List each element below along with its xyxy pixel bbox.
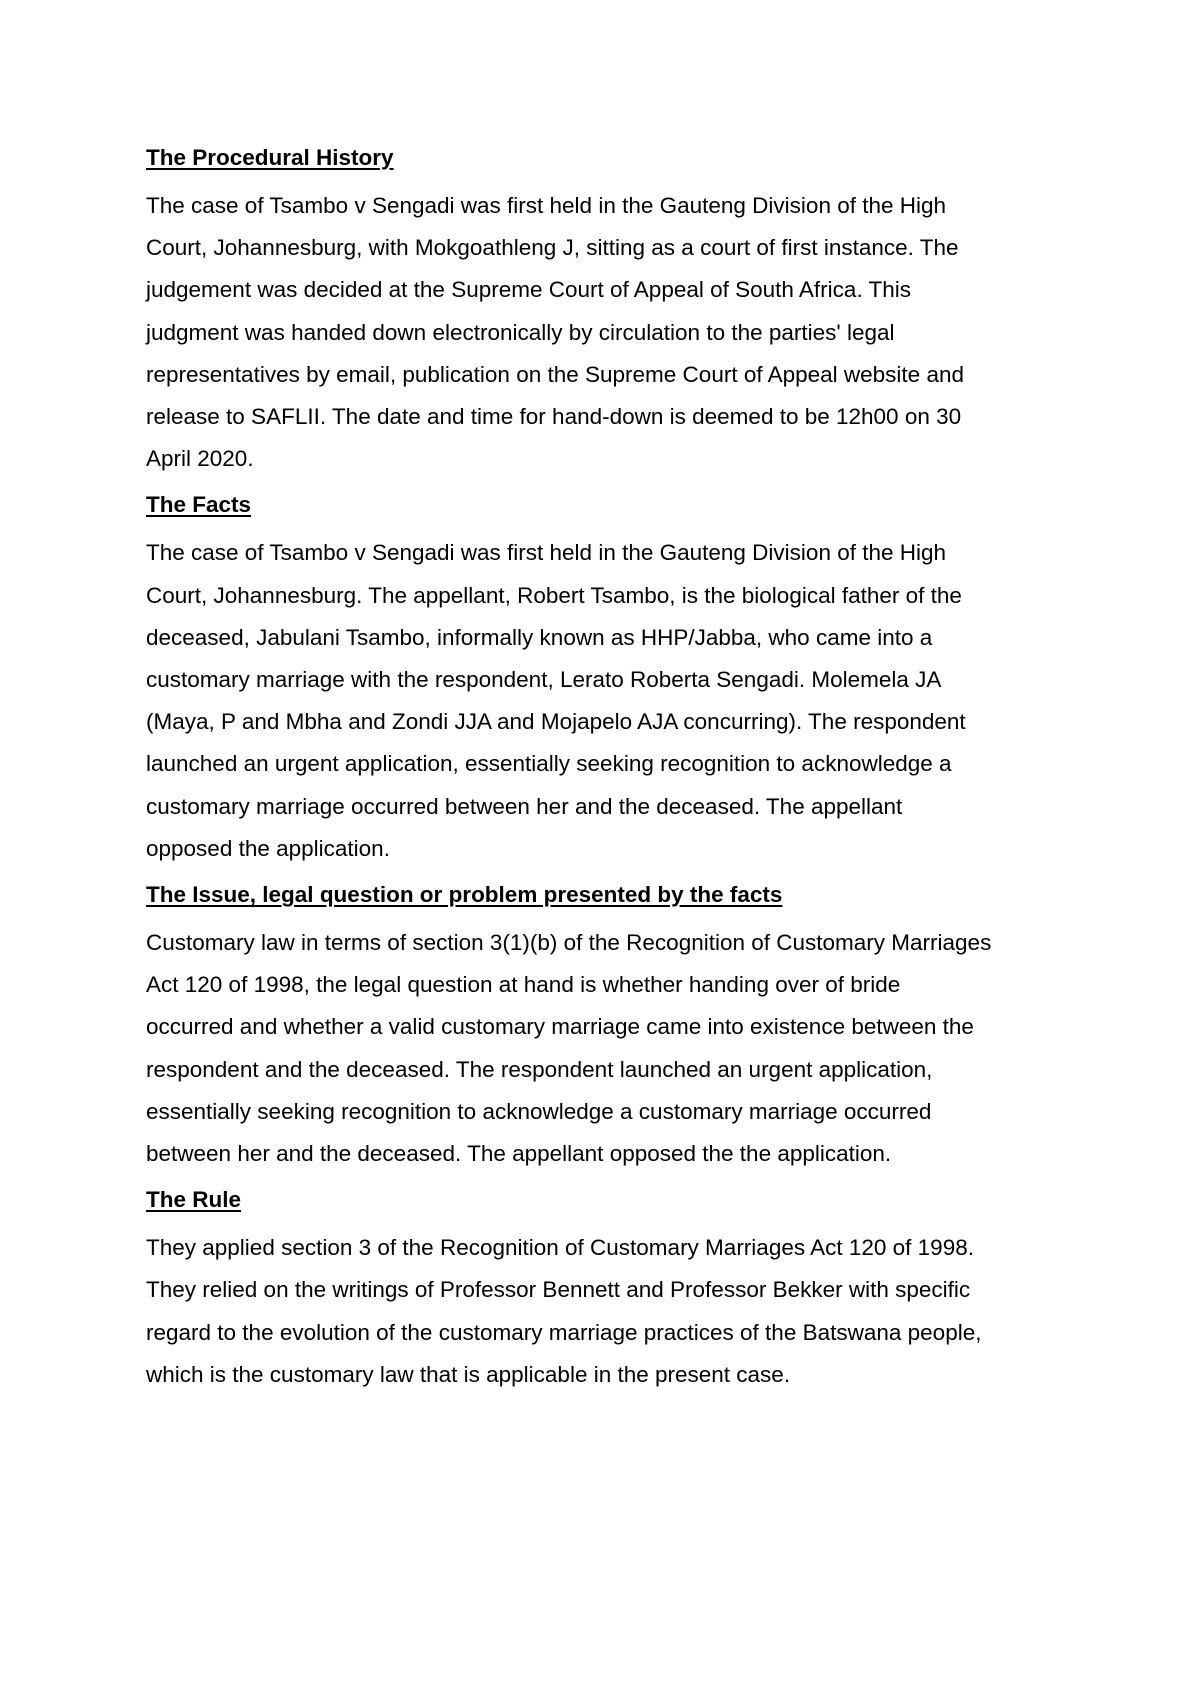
- section-heading: The Rule: [146, 1187, 242, 1213]
- body-line: The case of Tsambo v Sengadi was first held in the Gauteng Division of the High: [146, 193, 947, 218]
- body-line: occurred and whether a valid customary marriage came into existence between the: [146, 1014, 974, 1040]
- section-issue: [146, 879, 1076, 1175]
- body-line: Customary law in terms of section 3(1)(b) of the Recognition of Customary Marriages: [146, 930, 992, 956]
- body-line: regard to the evolution of the customary marriage practices of the Batswana people,: [146, 1319, 982, 1345]
- section-facts: [146, 489, 1076, 870]
- body-line: They applied section 3 of the Recognition of Customary Marriages Act 120 of 1998.: [146, 1235, 974, 1261]
- document-content: [146, 142, 1076, 1405]
- body-line: judgement was decided at the Supreme Court of Appeal of South Africa. This: [146, 277, 912, 303]
- section-body: [146, 922, 1076, 1175]
- body-line: respondent and the deceased. The respondent launched an urgent application,: [146, 1056, 933, 1082]
- body-line: The case of Tsambo v Sengadi was first held in the Gauteng Division of the High: [146, 540, 947, 566]
- section-heading: The Facts: [146, 492, 252, 518]
- body-line: deceased, Jabulani Tsambo, informally known as HHP/Jabba, who came into a: [146, 624, 933, 650]
- section-heading: The Issue, legal question or problem presented by the facts: [146, 882, 783, 908]
- body-line: representatives by email, publication on the Supreme Court of Appeal website and: [146, 361, 964, 387]
- body-line: opposed the application.: [146, 835, 390, 861]
- section-procedural-history: [146, 142, 1076, 480]
- body-line: essentially seeking recognition to acknowledge a customary marriage occurred: [146, 1098, 932, 1124]
- section-heading: The Procedural History: [146, 145, 394, 170]
- body-line: judgment was handed down electronically by circulation to the parties' legal: [146, 319, 895, 345]
- body-line: Court, Johannesburg. The appellant, Robert Tsambo, is the biological father of the: [146, 582, 962, 608]
- body-line: customary marriage occurred between her and the deceased. The appellant: [146, 793, 903, 819]
- body-line: They relied on the writings of Professor Bennett and Professor Bekker with specific: [146, 1277, 971, 1303]
- body-line: release to SAFLII. The date and time for hand-down is deemed to be 12h00 on 30: [146, 404, 962, 430]
- section-rule: [146, 1184, 1076, 1396]
- body-line: Court, Johannesburg, with Mokgoathleng J, sitting as a court of first instance. The: [146, 235, 959, 261]
- body-line: customary marriage with the respondent, Lerato Roberta Sengadi. Molemela JA: [146, 667, 942, 693]
- body-line: April 2020.: [146, 446, 254, 472]
- body-line: which is the customary law that is applicable in the present case.: [146, 1361, 791, 1387]
- section-body: [146, 532, 1076, 870]
- section-body: [146, 1227, 1076, 1396]
- body-line: between her and the deceased. The appellant opposed the the application.: [146, 1141, 892, 1167]
- body-line: (Maya, P and Mbha and Zondi JJA and Mojapelo AJA concurring). The respondent: [146, 709, 966, 735]
- body-line: launched an urgent application, essentially seeking recognition to acknowledge a: [146, 751, 952, 777]
- body-line: Act 120 of 1998, the legal question at hand is whether handing over of bride: [146, 972, 901, 998]
- section-body: [146, 185, 1076, 480]
